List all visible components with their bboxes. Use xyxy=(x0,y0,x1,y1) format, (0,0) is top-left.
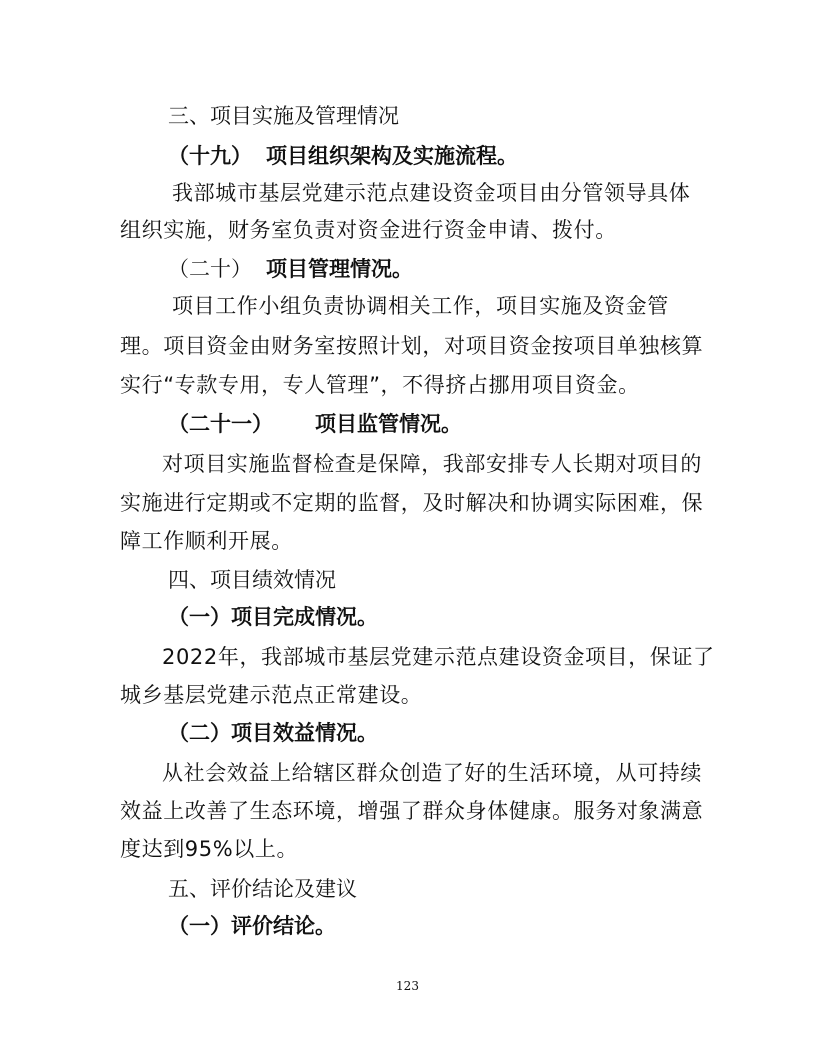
subsection-5-1-heading: （一）评价结论。 xyxy=(168,914,336,938)
paragraph-line: 我部城市基层党建示范点建设资金项目由分管领导具体 xyxy=(172,181,691,205)
section-4-heading: 四、项目绩效情况 xyxy=(168,568,336,592)
paragraph-line: 城乡基层党建示范点正常建设。 xyxy=(120,683,423,707)
subsection-19-title: 项目组织架构及实施流程。 xyxy=(266,144,518,168)
subsection-19-heading xyxy=(168,141,518,171)
subsection-20-heading xyxy=(168,254,413,284)
section-3-heading: 三、项目实施及管理情况 xyxy=(168,104,399,128)
paragraph-line: 项目工作小组负责协调相关工作，项目实施及资金管 xyxy=(172,294,669,318)
paragraph-line: 组织实施，财务室负责对资金进行资金申请、拨付。 xyxy=(120,218,617,242)
subsection-21-heading xyxy=(168,409,462,439)
subsection-20-number: （二十） xyxy=(168,257,252,281)
paragraph-line: 实施进行定期或不定期的监督，及时解决和协调实际困难，保 xyxy=(120,491,704,515)
paragraph-line: 理。项目资金由财务室按照计划，对项目资金按项目单独核算 xyxy=(120,334,704,358)
subsection-4-1-heading: （一）项目完成情况。 xyxy=(168,605,378,629)
paragraph-line: 度达到95%以上。 xyxy=(120,837,299,861)
paragraph-line: 从社会效益上给辖区群众创造了好的生活环境，从可持续 xyxy=(162,761,702,785)
page-number: 123 xyxy=(396,979,419,993)
subsection-4-2-heading: （二）项目效益情况。 xyxy=(168,721,378,745)
paragraph-line: 实行“专款专用，专人管理”，不得挤占挪用项目资金。 xyxy=(120,373,640,397)
section-5-heading: 五、评价结论及建议 xyxy=(168,877,357,901)
subsection-19-number: （十九） xyxy=(168,144,252,168)
paragraph-line: 对项目实施监督检查是保障，我部安排专人长期对项目的 xyxy=(162,452,702,476)
subsection-21-number: （二十一） xyxy=(168,412,273,436)
paragraph-line: 2022年，我部城市基层党建示范点建设资金项目，保证了 xyxy=(162,645,715,669)
paragraph-line: 效益上改善了生态环境，增强了群众身体健康。服务对象满意 xyxy=(120,799,704,823)
subsection-21-title: 项目监管情况。 xyxy=(315,412,462,436)
subsection-20-title: 项目管理情况。 xyxy=(266,257,413,281)
paragraph-line: 障工作顺利开展。 xyxy=(120,529,293,553)
